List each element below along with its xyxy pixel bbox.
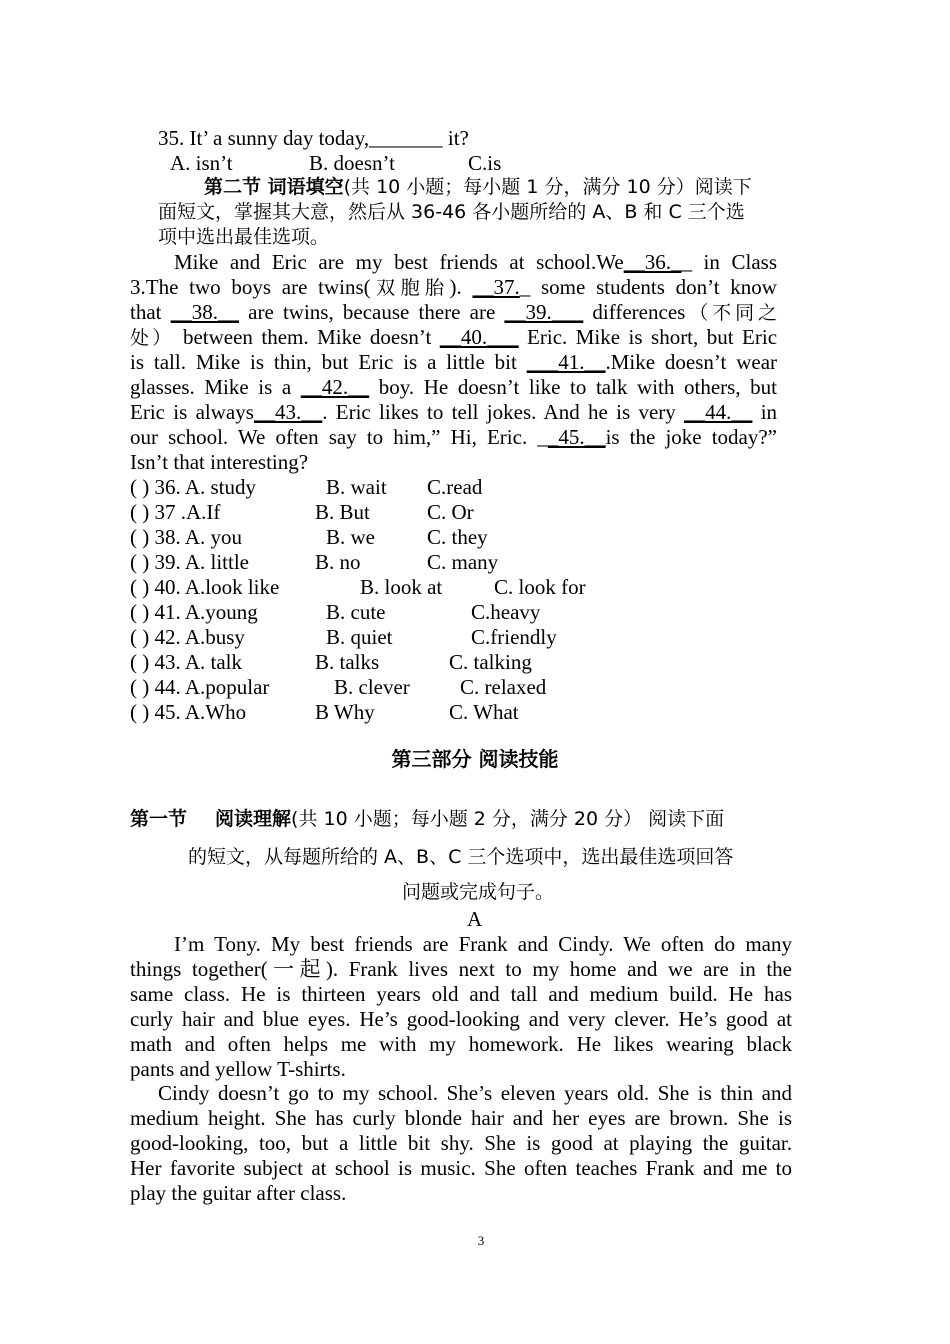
option-row-40-c: C. look for (494, 575, 586, 599)
section2-line3: 项中选出最佳选项。 (158, 226, 330, 248)
option-row-37-b: B. But (315, 500, 370, 524)
option-row-44-a: ( ) 44. A.popular (130, 675, 270, 699)
blank-39: __39.___ (504, 300, 584, 324)
section2-title: 第二节 词语填空 (204, 176, 344, 198)
option-row-43-a: ( ) 43. A. talk (130, 650, 242, 674)
option-row-45-c: C. What (449, 700, 519, 724)
section1-instructions-1: (共 10 小题；每小题 2 分，满分 20 分） 阅读下面 (291, 808, 725, 830)
option-row-42-a: ( ) 42. A.busy (130, 625, 245, 649)
section1-title-2: 阅读理解 (215, 808, 292, 830)
option-row-38-c: C. they (427, 525, 488, 549)
blank-44: __44.__ (684, 400, 753, 424)
section2-instructions-1: (共 10 小题；每小题 1 分，满分 10 分）阅读下 (343, 176, 752, 198)
cloze-line-2: 3.The two boys are twins(双胞胎). __37._ some students don’t know (130, 275, 777, 299)
passage-line: math and often helps me with my homework. He likes wearing black (130, 1032, 792, 1056)
option-row-39-b: B. no (315, 550, 361, 574)
q35-option-c: C.is (468, 151, 502, 175)
option-row-44-c: C. relaxed (460, 675, 547, 699)
section1-line3: 问题或完成句子。 (402, 881, 555, 903)
passage-line: pants and yellow T-shirts. (130, 1057, 346, 1081)
option-row-36-b: B. wait (326, 475, 387, 499)
option-row-39-a: ( ) 39. A. little (130, 550, 249, 574)
cloze-line-1: Mike and Eric are my best friends at school.We__36.__ in Class (174, 250, 777, 274)
option-row-39-c: C. many (427, 550, 499, 574)
option-row-42-b: B. quiet (326, 625, 393, 649)
cloze-line-8: our school. We often say to him,” Hi, Eric. __45.__is the joke today?” (130, 425, 777, 449)
option-row-45-b: B Why (315, 700, 375, 724)
cloze-line-7: Eric is always__43.__. Eric likes to tell jokes. And he is very __44.__ in (130, 400, 778, 424)
option-row-40-a: ( ) 40. A.look like (130, 575, 280, 599)
section1-title: 第一节 (130, 808, 188, 830)
option-row-37-c: C. Or (427, 500, 474, 524)
option-row-42-c: C.friendly (471, 625, 557, 649)
option-row-43-b: B. talks (315, 650, 380, 674)
passage-line: same class. He is thirteen years old and tall and medium build. He has (130, 982, 792, 1006)
blank-43: __43.__ (253, 400, 323, 424)
option-row-41-a: ( ) 41. A.young (130, 600, 258, 624)
passage-line: good-looking, too, but a little bit shy. She is good at playing the guitar. (130, 1131, 792, 1155)
option-row-38-b: B. we (326, 525, 375, 549)
passage-line: play the guitar after class. (130, 1181, 347, 1205)
passage-label: A (467, 907, 483, 931)
option-row-43-c: C. talking (449, 650, 532, 674)
q35-option-a: A. isn’t (170, 151, 233, 175)
option-row-44-b: B. clever (334, 675, 410, 699)
passage-line: Cindy doesn’t go to my school. She’s eleven years old. She is thin and (158, 1081, 792, 1105)
option-row-38-a: ( ) 38. A. you (130, 525, 242, 549)
section2-line2: 面短文，掌握其大意，然后从 36-46 各小题所给的 A、B 和 C 三个选 (158, 201, 745, 223)
part3-title: 第三部分 阅读技能 (391, 747, 559, 771)
option-row-45-a: ( ) 45. A.Who (130, 700, 247, 724)
page-number: 3 (477, 1233, 485, 1248)
blank-42: __42.__ (300, 375, 370, 399)
blank-37: __37. (472, 275, 520, 299)
passage-line: medium height. She has curly blonde hair and her eyes are brown. She is (130, 1106, 792, 1130)
cloze-line-4: 处） between them. Mike doesn’t __40.___ Eric. Mike is short, but Eric (130, 325, 778, 349)
q35-option-b: B. doesn’t (309, 151, 395, 175)
cloze-line-3: that __38.__ are twins, because there are __39.___ differences（不同之 (130, 300, 778, 324)
option-row-36-a: ( ) 36. A. study (130, 475, 256, 499)
blank-38: __38.__ (170, 300, 239, 324)
passage-line: Her favorite subject at school is music. She often teaches Frank and me to (130, 1156, 792, 1180)
option-row-40-b: B. look at (360, 575, 443, 599)
passage-line: curly hair and blue eyes. He’s good-looking and very clever. He’s good at (130, 1007, 792, 1031)
passage-line: things together(一起). Frank lives next to my home and we are in the (130, 957, 792, 981)
cloze-line-9: Isn’t that interesting? (130, 450, 309, 474)
section1-line1 (130, 807, 724, 832)
blank-36: __36._ (623, 250, 682, 274)
option-row-37-a: ( ) 37 .A.If (130, 500, 221, 524)
option-row-36-c: C.read (427, 475, 483, 499)
q35-stem: 35. It’ a sunny day today,_______ it? (158, 126, 469, 150)
section1-line2: 的短文，从每题所给的 A、B、C 三个选项中，选出最佳选项回答 (188, 846, 734, 868)
blank-40: __40.___ (439, 325, 519, 349)
cloze-line-6: glasses. Mike is a __42.__ boy. He doesn’t like to talk with others, but (130, 375, 778, 399)
blank-41: ___41.__ (526, 350, 606, 374)
blank-45: _45.__ (547, 425, 606, 449)
cloze-line-5: is tall. Mike is thin, but Eric is a little bit ___41.__.Mike doesn’t wear (130, 350, 778, 374)
passage-line: I’m Tony. My best friends are Frank and Cindy. We often do many (174, 932, 792, 956)
option-row-41-b: B. cute (326, 600, 386, 624)
option-row-41-c: C.heavy (471, 600, 541, 624)
section2-line1 (204, 175, 752, 200)
